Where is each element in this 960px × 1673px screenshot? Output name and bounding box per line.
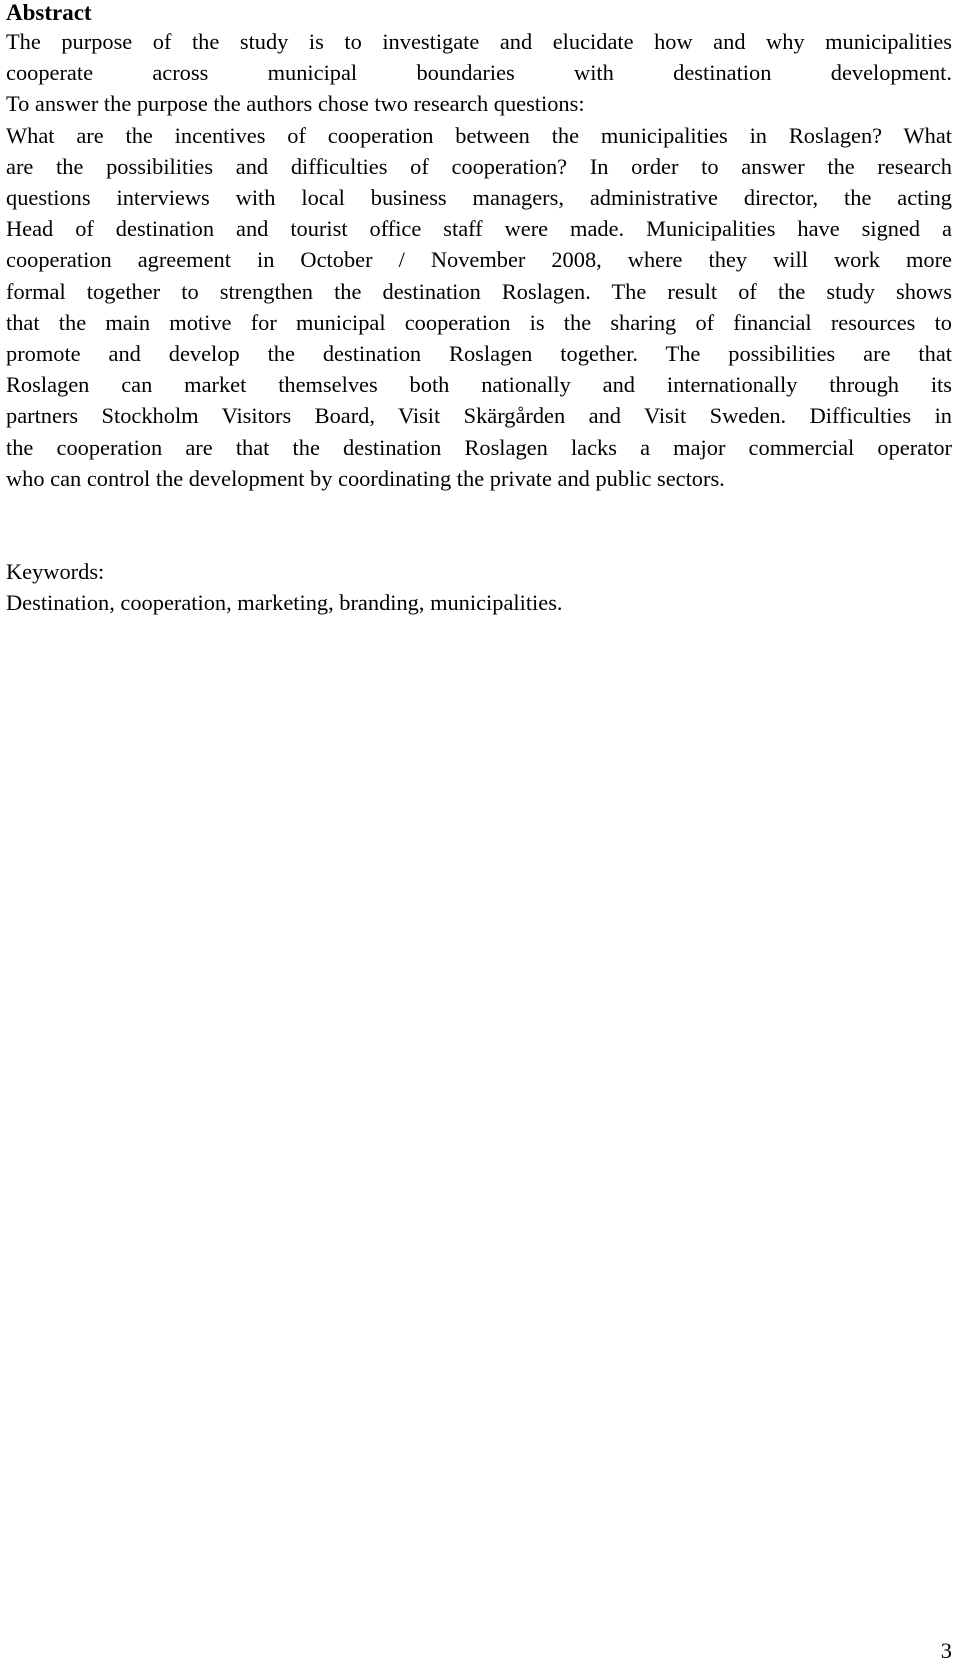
section-spacer [6, 494, 952, 556]
page-number: 3 [940, 1638, 952, 1663]
abstract-line: partners Stockholm Visitors Board, Visit Skärgården and Visit Sweden. Difficulties in [6, 403, 952, 429]
abstract-line: the cooperation are that the destination Roslagen lacks a major commercial operator [6, 434, 952, 460]
abstract-line: promote and develop the destination Roslagen together. The possibilities are that [6, 341, 952, 367]
abstract-heading: Abstract [6, 0, 92, 25]
keywords-label: Keywords: [6, 559, 105, 585]
abstract-line: cooperate across municipal boundaries with destination development. [6, 60, 952, 86]
abstract-line: are the possibilities and difficulties of cooperation? In order to answer the research [6, 153, 952, 179]
abstract-line: Roslagen can market themselves both nationally and internationally through its [6, 372, 952, 398]
abstract-line: What are the incentives of cooperation between the municipalities in Roslagen? What [6, 122, 952, 148]
abstract-line: who can control the development by coordinating the private and public sectors. [6, 465, 725, 491]
abstract-line: Head of destination and tourist office staff were made. Municipalities have signed a [6, 216, 952, 242]
abstract-line: To answer the purpose the authors chose two research questions: [6, 91, 585, 117]
abstract-line: The purpose of the study is to investigate and elucidate how and why municipalities [6, 29, 952, 54]
document-page [6, 0, 952, 618]
abstract-line: that the main motive for municipal cooperation is the sharing of financial resources to [6, 309, 952, 335]
abstract-body [6, 26, 952, 494]
abstract-line: cooperation agreement in October / November 2008, where they will work more [6, 247, 952, 273]
abstract-line: questions interviews with local business managers, administrative director, the acting [6, 185, 952, 211]
abstract-line: formal together to strengthen the destination Roslagen. The result of the study shows [6, 278, 952, 304]
keywords-list: Destination, cooperation, marketing, branding, municipalities. [6, 590, 563, 616]
